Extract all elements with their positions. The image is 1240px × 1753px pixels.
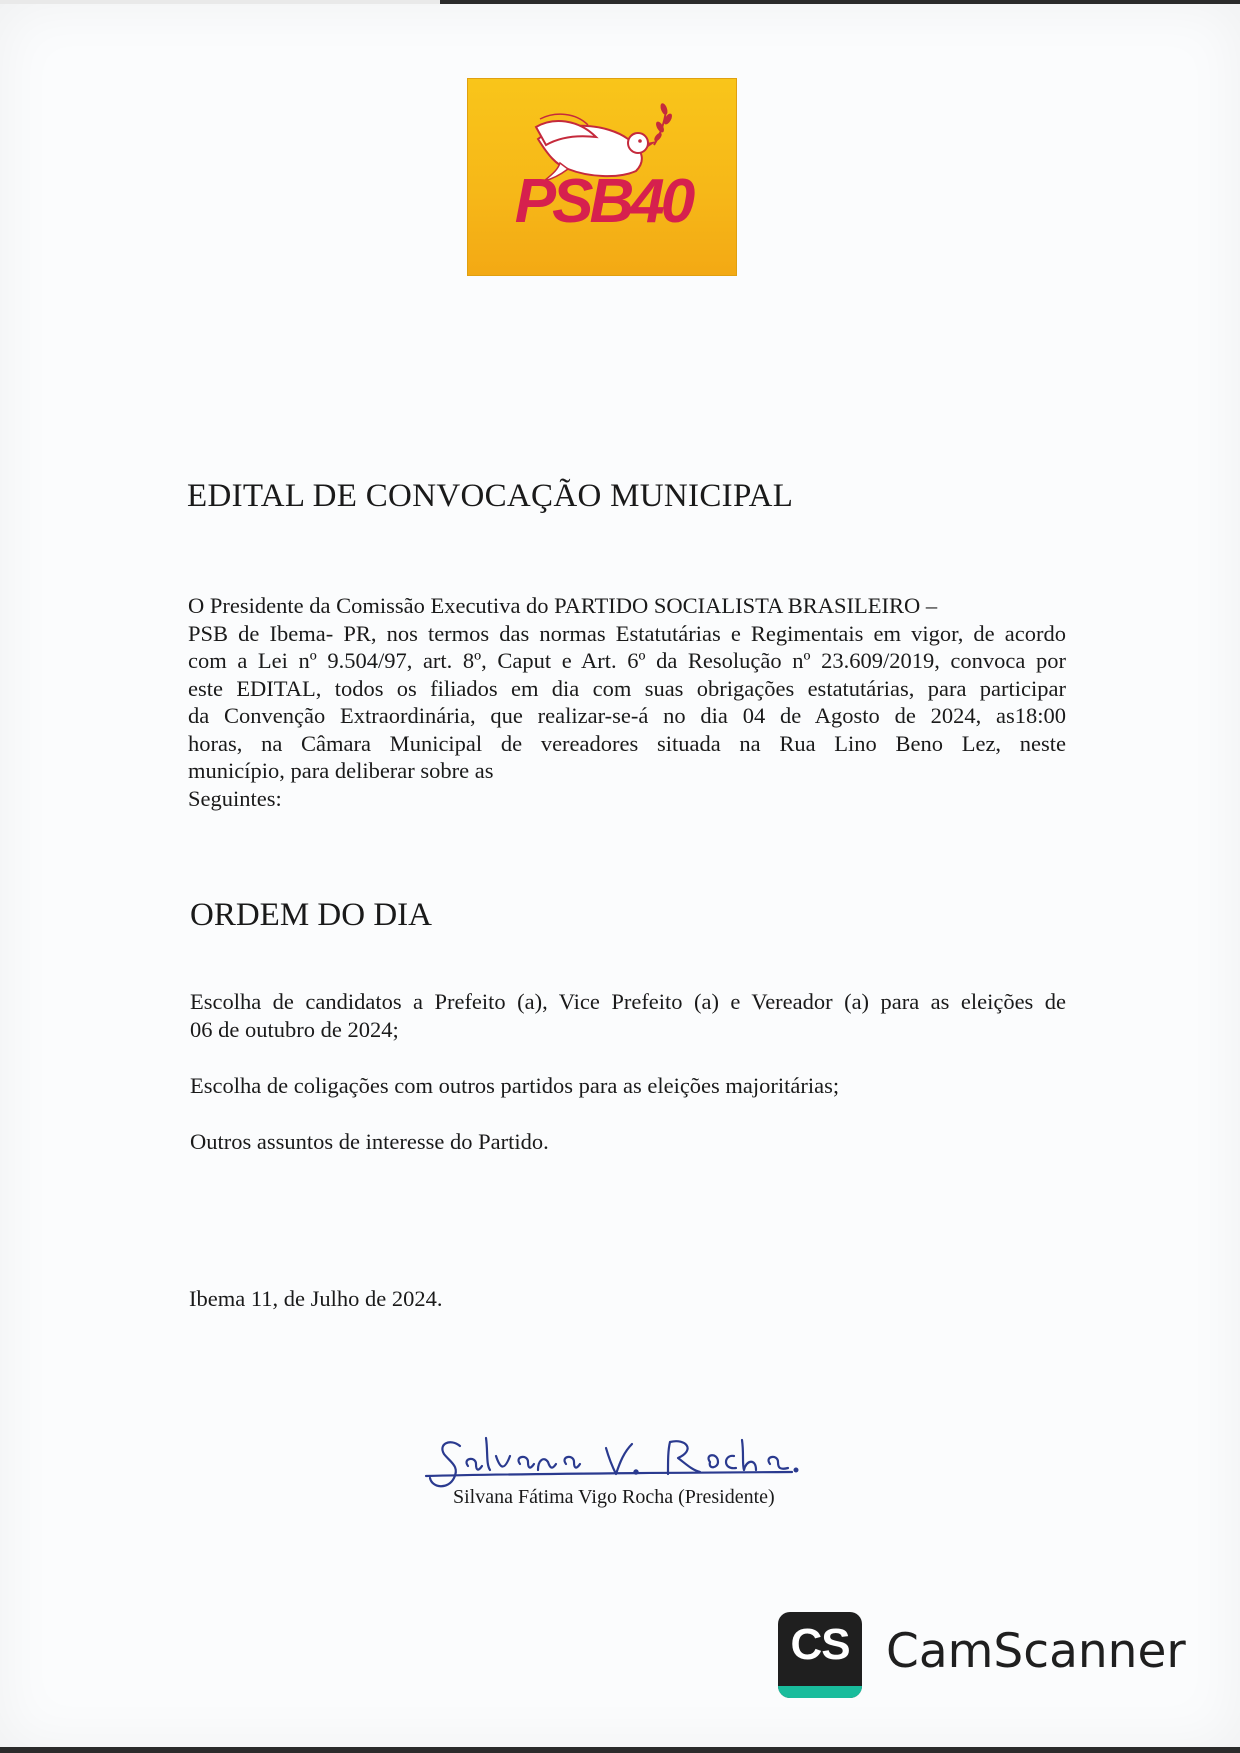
body-line: este EDITAL, todos os filiados em dia com suas obrigações estatutárias, para participar — [188, 675, 1066, 701]
agenda-item-line: Escolha de coligações com outros partidos para as eleições majoritárias; — [190, 1073, 840, 1098]
document-title: EDITAL DE CONVOCAÇÃO MUNICIPAL — [187, 478, 794, 514]
body-line: Seguintes: — [188, 785, 282, 811]
scan-bottom-edge — [0, 1747, 1240, 1753]
signer-name: Silvana Fátima Vigo Rocha (Presidente) — [453, 1486, 775, 1508]
agenda-item — [190, 988, 1066, 1043]
logo-text: PSB40 — [514, 167, 692, 236]
body-line: da Convenção Extraordinária, que realizar-se-á no dia 04 de Agosto de 2024, as18:00 — [188, 703, 1066, 728]
camscanner-watermark — [778, 1612, 1198, 1698]
camscanner-name: CamScanner — [886, 1624, 1186, 1679]
agenda-item-line: 06 de outubro de 2024; — [190, 1016, 399, 1042]
body-line: município, para deliberar sobre as — [188, 758, 494, 783]
agenda-item — [190, 1128, 1066, 1156]
agenda-item-line: Escolha de candidatos a Prefeito (a), Vice Prefeito (a) e Vereador (a) para as eleições de — [190, 989, 1066, 1014]
camscanner-logo-icon — [778, 1612, 862, 1698]
psb-logo — [468, 79, 736, 275]
agenda-item — [190, 1072, 1066, 1100]
camscanner-badge-bar — [778, 1686, 862, 1698]
convocation-body — [188, 592, 1066, 812]
camscanner-badge-text: CS — [790, 1620, 850, 1669]
body-line: PSB de Ibema- PR, nos termos das normas Estatutárias e Regimentais em vigor, de acordo — [188, 620, 1066, 646]
body-line: O Presidente da Comissão Executiva do PARTIDO SOCIALISTA BRASILEIRO – — [188, 593, 938, 618]
agenda-item-line: Outros assuntos de interesse do Partido. — [190, 1129, 549, 1154]
section-title-agenda: ORDEM DO DIA — [190, 897, 432, 933]
place-and-date: Ibema 11, de Julho de 2024. — [189, 1286, 443, 1311]
body-line: horas, na Câmara Municipal de vereadores situada na Rua Lino Beno Lez, neste — [188, 730, 1066, 756]
body-line: com a Lei nº 9.504/97, art. 8º, Caput e Art. 6º da Resolução nº 23.609/2019, convoca por — [188, 648, 1066, 673]
